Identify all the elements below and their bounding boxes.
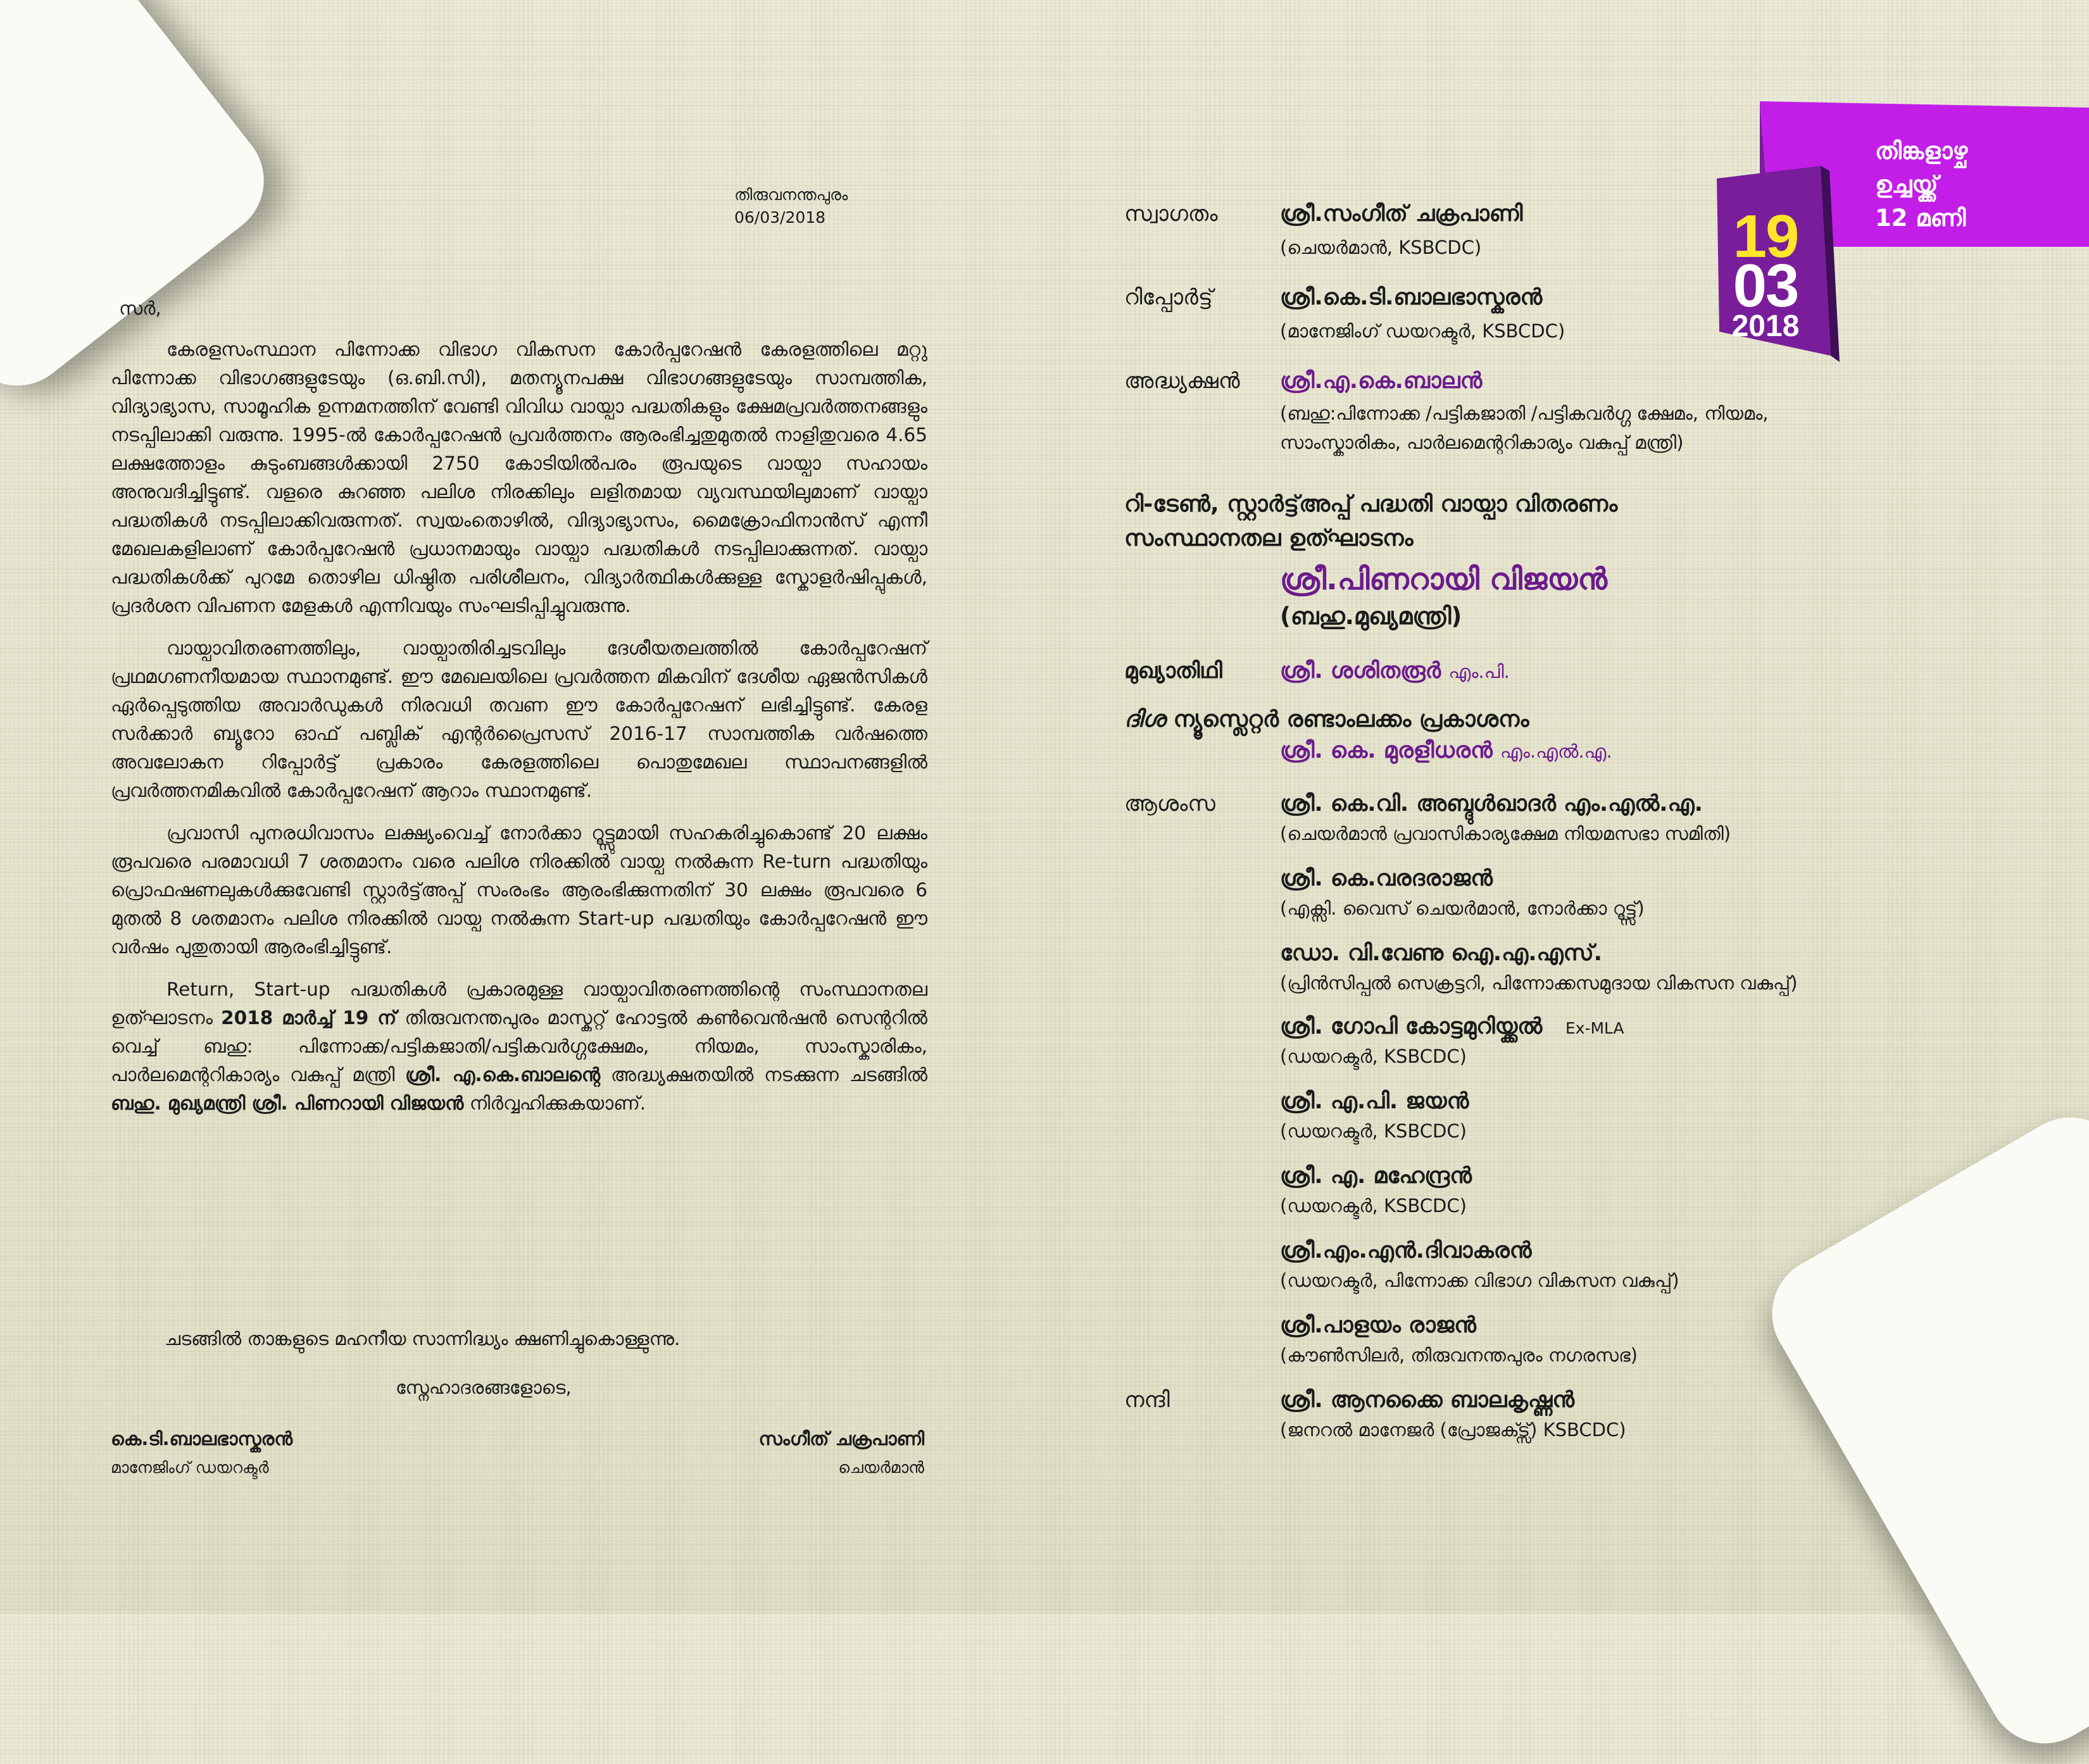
welcome-desc: (ചെയർമാൻ, KSBCDC) [1280, 237, 1482, 258]
felicitation-4-suffix: Ex-MLA [1565, 1019, 1624, 1037]
signature-left-title: മാനേജിംഗ് ഡയറക്ടർ [111, 1458, 269, 1477]
signature-left [111, 1424, 292, 1482]
chief-guest [1280, 658, 1510, 684]
felicitation-2-name: ശ്രീ. കെ.വരദരാജൻ [1280, 866, 1493, 891]
chief-guest-name: ശ്രീ. ശശിതരൂർ [1280, 658, 1441, 684]
role-report: റിപ്പോർട്ട് [1124, 285, 1213, 310]
letter-place: തിരുവനന്തപുരം [734, 185, 848, 204]
signature-right-title: ചെയർമാൻ [838, 1458, 924, 1477]
role-thanks: നന്ദി [1124, 1387, 1170, 1413]
report-name: ശ്രീ.കെ.ടി.ബാലഭാസ്കരൻ [1280, 285, 1543, 310]
role-chief-guest: മുഖ്യാതിഥി [1124, 658, 1222, 684]
presidency-desc-1: (ബഹു:പിന്നോക്ക /പട്ടികജാതി /പട്ടികവർഗ്ഗ ക്ഷേമം, നിയമം, [1280, 403, 1769, 424]
p4-text-2: തിരുവനന്തപുരം മാസ്കറ്റ് ഹോട്ടൽ കൺവെൻഷൻ സെന്ററിൽ വെച്ച് ബഹു: പിന്നോക്ക/പട്ടികജാതി/പട്ടികവർഗ്ഗക്ഷേമം, നിയമം, സാംസ്കാരികം, പാർലമെന്ററികാര്യം വകുപ്പ് മന്ത്രി [111, 1007, 927, 1085]
role-presidency: അദ്ധ്യക്ഷൻ [1124, 368, 1240, 394]
signature-left-name: കെ.ടി.ബാലഭാസ്കരൻ [111, 1428, 293, 1449]
felicitation-1-desc: (ചെയർമാൻ പ്രവാസികാര്യക്ഷേമ നിയമസഭാ സമിതി) [1280, 823, 1731, 844]
newsletter-title-rest: ന്യൂസ്ലെറ്റർ രണ്ടാംലക്കം പ്രകാശനം [1165, 706, 1529, 732]
p4-minister-bold: ശ്രീ. എ.കെ.ബാലന്റെ [405, 1064, 601, 1085]
welcome-name: ശ്രീ.സംഗീത് ചക്രപാണി [1280, 201, 1523, 227]
felicitation-5-desc: (ഡയറക്ടർ, KSBCDC) [1280, 1120, 1467, 1142]
inauguration-title-2: സംസ്ഥാനതല ഉത്ഘാടനം [1124, 525, 1414, 551]
newsletter-title [1124, 704, 1529, 735]
felicitation-4-name: ശ്രീ. ഗോപി കോട്ടമുറിയ്ക്കൽ [1280, 1014, 1543, 1039]
report-desc: (മാനേജിംഗ് ഡയറക്ടർ, KSBCDC) [1280, 320, 1565, 342]
p4-text-3: അദ്ധ്യക്ഷതയിൽ നടക്കുന്ന ചടങ്ങിൽ [600, 1064, 927, 1085]
felicitation-5-name: ശ്രീ. എ.പി. ജയൻ [1280, 1089, 1469, 1114]
event-date-day: 19 [1733, 203, 1798, 270]
letter-regards: സ്നേഹാദരങ്ങളോടെ, [396, 1377, 572, 1398]
thanks-desc: (ജനറൽ മാനേജർ (പ്രോജക്ട്സ്) KSBCDC) [1280, 1419, 1626, 1441]
letter-date: 06/03/2018 [734, 208, 826, 227]
letter-place-date [734, 184, 848, 229]
felicitation-7-name: ശ്രീ.എം.എൻ.ദിവാകരൻ [1280, 1238, 1532, 1263]
felicitation-2-desc: (എക്സി. വൈസ് ചെയർമാൻ, നോർക്കാ റൂട്ട്സ്) [1280, 898, 1645, 919]
letter-paragraph-2: വായ്പാവിതരണത്തിലും, വായ്പാതിരിച്ചടവിലും ദേശീയതലത്തിൽ കോർപ്പറേഷന് പ്രഥമഗണനീയമായ സ്ഥാനമുണ്ട്. ഈ മേഖലയിലെ പ്രവർത്തന മികവിന് ദേശീയ ഏജൻസികൾ ഏർപ്പെടുത്തിയ അവാർഡുകൾ നിരവധി തവണ ഈ കോർപ്പറേഷന് ലഭിച്ചിട്ടുണ്ട്. കേരള സർക്കാർ ബ്യൂറോ ഓഫ് പബ്ലിക് എന്റർപ്രൈസസ് 2016-17 സാമ്പത്തിക വർഷത്തെ അവലോകന റിപ്പോർട്ട് പ്രകാരം കേരളത്തിലെ പൊതുമേഖല സ്ഥാപനങ്ങളിൽ പ്രവർത്തനമികവിൽ കോർപ്പറേഷന് ആറാം സ്ഥാനമുണ്ട്. [111, 637, 927, 801]
felicitation-3-desc: (പ്രിൻസിപ്പൽ സെക്രട്ടറി, പിന്നോക്കസമുദായ വികസന വകുപ്പ്) [1280, 972, 1798, 994]
signature-right [658, 1424, 924, 1482]
ribbon-day-of-week: തിങ്കളാഴ്ച [1875, 137, 1968, 165]
thanks-name: ശ്രീ. ആനക്കൈ ബാലകൃഷ്ണൻ [1280, 1387, 1574, 1413]
newsletter-presenter [1280, 738, 1612, 763]
event-date-year: 2018 [1731, 310, 1800, 343]
inauguration-desc: (ബഹു.മുഖ്യമന്ത്രി) [1280, 603, 1462, 630]
felicitation-4 [1280, 1014, 1624, 1039]
letter-paragraph-3: പ്രവാസി പുനരധിവാസം ലക്ഷ്യംവെച്ച് നോർക്കാ റൂട്ട്സുമായി സഹകരിച്ചുകൊണ്ട് 20 ലക്ഷം രൂപവരെ പരമാവധി 7 ശതമാനം വരെ പലിശ നിരക്കിൽ വായ്പ നൽകുന്ന Re-turn പദ്ധതിയും പ്രൊഫഷണലുകൾക്കുവേണ്ടി സ്റ്റാർട്ട്അപ്പ് സംരംഭം ആരംഭിക്കുന്നതിന് 30 ലക്ഷം രൂപവരെ 6 മുതൽ 8 ശതമാനം പലിശ നിരക്കിൽ വായ്പ നൽകുന്ന Start-up പദ്ധതിയും കോർപ്പറേഷൻ ഈ വർഷം പുതുതായി ആരംഭിച്ചിട്ടുണ്ട്. [111, 822, 927, 958]
role-welcome: സ്വാഗതം [1124, 201, 1218, 227]
newsletter-name: ശ്രീ. കെ. മുരളീധരൻ [1280, 738, 1493, 763]
letter-body [111, 335, 927, 1132]
felicitation-4-desc: (ഡയറക്ടർ, KSBCDC) [1280, 1046, 1467, 1067]
felicitation-3-name: ഡോ. വി.വേണു ഐ.എ.എസ്. [1280, 941, 1602, 966]
newsletter-title-italic: ദിശ [1124, 706, 1165, 732]
inauguration-title-1: റി-ടേൺ, സ്റ്റാർട്ട്അപ്പ് പദ്ധതി വായ്പാ വിതരണം [1124, 491, 1618, 517]
felicitation-7-desc: (ഡയറക്ടർ, പിന്നോക്ക വിഭാഗ വികസന വകുപ്പ്) [1280, 1270, 1679, 1291]
letter-paragraph-1: കേരളസംസ്ഥാന പിന്നോക്ക വിഭാഗ വികസന കോർപ്പറേഷൻ കേരളത്തിലെ മറ്റു പിന്നോക്ക വിഭാഗങ്ങളുടേയും (ഒ.ബി.സി), മതന്യൂനപക്ഷ വിഭാഗങ്ങളുടേയും സാമ്പത്തിക, വിദ്യാഭ്യാസ, സാമൂഹിക ഉന്നമനത്തിന് വേണ്ടി വിവിധ വായ്പാ പദ്ധതികളും ക്ഷേമപ്രവർത്തനങ്ങളും നടപ്പിലാക്കി വരുന്നു. 1995-ൽ കോർപ്പറേഷൻ പ്രവർത്തനം ആരംഭിച്ചതുമുതൽ നാളിതുവരെ 4.65 ലക്ഷത്തോളം കുടുംബങ്ങൾക്കായി 2750 കോടിയിൽപരം രൂപയുടെ വായ്പാ സഹായം അനുവദിച്ചിട്ടുണ്ട്. വളരെ കുറഞ്ഞ പലിശ നിരക്കിലും ലളിതമായ വ്യവസ്ഥയിലുമാണ് വായ്പാ പദ്ധതികൾ നടപ്പിലാക്കിവരുന്നത്. സ്വയംതൊഴിൽ, വിദ്യാഭ്യാസം, മൈക്രോഫിനാൻസ് എന്നീ മേഖലകളിലാണ് കോർപ്പറേഷൻ പ്രധാനമായും വായ്പാ പദ്ധതികൾ നടപ്പിലാക്കുന്നത്. വായ്പാ പദ്ധതികൾക്ക് പുറമേ തൊഴില ധിഷ്ഠിത പരിശീലനം, വിദ്യാർത്ഥികൾക്കുള്ള സ്കോളർഷിപ്പുകൾ, പ്രദർശന വിപണന മേളകൾ എന്നിവയും സംഘടിപ്പിച്ചുവരുന്നു. [111, 339, 927, 616]
signature-right-name: സംഗീത് ചക്രപാണി [758, 1428, 924, 1449]
felicitation-6-name: ശ്രീ. എ. മഹേന്ദ്രൻ [1280, 1163, 1472, 1189]
ribbon-time: 12 മണി [1875, 204, 1966, 232]
ribbon-text [1875, 134, 1967, 235]
p4-text-4: നിർവ്വഹിക്കുകയാണ്. [463, 1092, 646, 1114]
inauguration-name: ശ്രീ.പിണറായി വിജയൻ [1280, 562, 1607, 597]
p4-cm-bold: ബഹു. മുഖ്യമന്ത്രി ശ്രീ. പിണറായി വിജയൻ [111, 1092, 464, 1114]
presidency-desc-2: സാംസ്കാരികം, പാർലമെന്ററികാര്യം വകുപ്പ് മന്ത്രി) [1280, 432, 1684, 453]
ribbon-noon: ഉച്ചയ്ക്ക് [1875, 171, 1938, 198]
decorative-tablet-right [1752, 1097, 2089, 1764]
letter-paragraph-4 [111, 975, 927, 1118]
letter-salutation: സർ, [119, 297, 161, 319]
presidency-name: ശ്രീ.എ.കെ.ബാലൻ [1280, 368, 1483, 394]
felicitation-8-name: ശ്രീ.പാളയം രാജൻ [1280, 1313, 1476, 1338]
felicitation-8-desc: (കൗൺസിലർ, തിരുവനന്തപുരം നഗരസഭ) [1280, 1344, 1638, 1366]
role-felicitation: ആശംസ [1124, 791, 1215, 816]
event-date [1718, 203, 1813, 343]
chief-guest-suffix: എം.പി. [1448, 661, 1510, 682]
letter-closing: ചടങ്ങിൽ താങ്കളുടെ മഹനീയ സാന്നിദ്ധ്യം ക്ഷണിച്ചുകൊള്ളുന്നു. [165, 1328, 681, 1349]
p4-text-1: Return, Start-up പദ്ധതികൾ പ്രകാരമുള്ള വായ്പാവിതരണത്തിന്റെ സംസ്ഥാനതല ഉത്ഘാടനം [111, 979, 927, 1029]
felicitation-6-desc: (ഡയറക്ടർ, KSBCDC) [1280, 1195, 1467, 1217]
event-date-month: 03 [1733, 252, 1798, 320]
p4-date-bold: 2018 മാർച്ച് 19 ന് [221, 1007, 397, 1029]
newsletter-suffix: എം.എൽ.എ. [1500, 741, 1612, 762]
felicitation-1-name: ശ്രീ. കെ.വി. അബ്ദുൾഖാദർ എം.എൽ.എ. [1280, 791, 1703, 816]
